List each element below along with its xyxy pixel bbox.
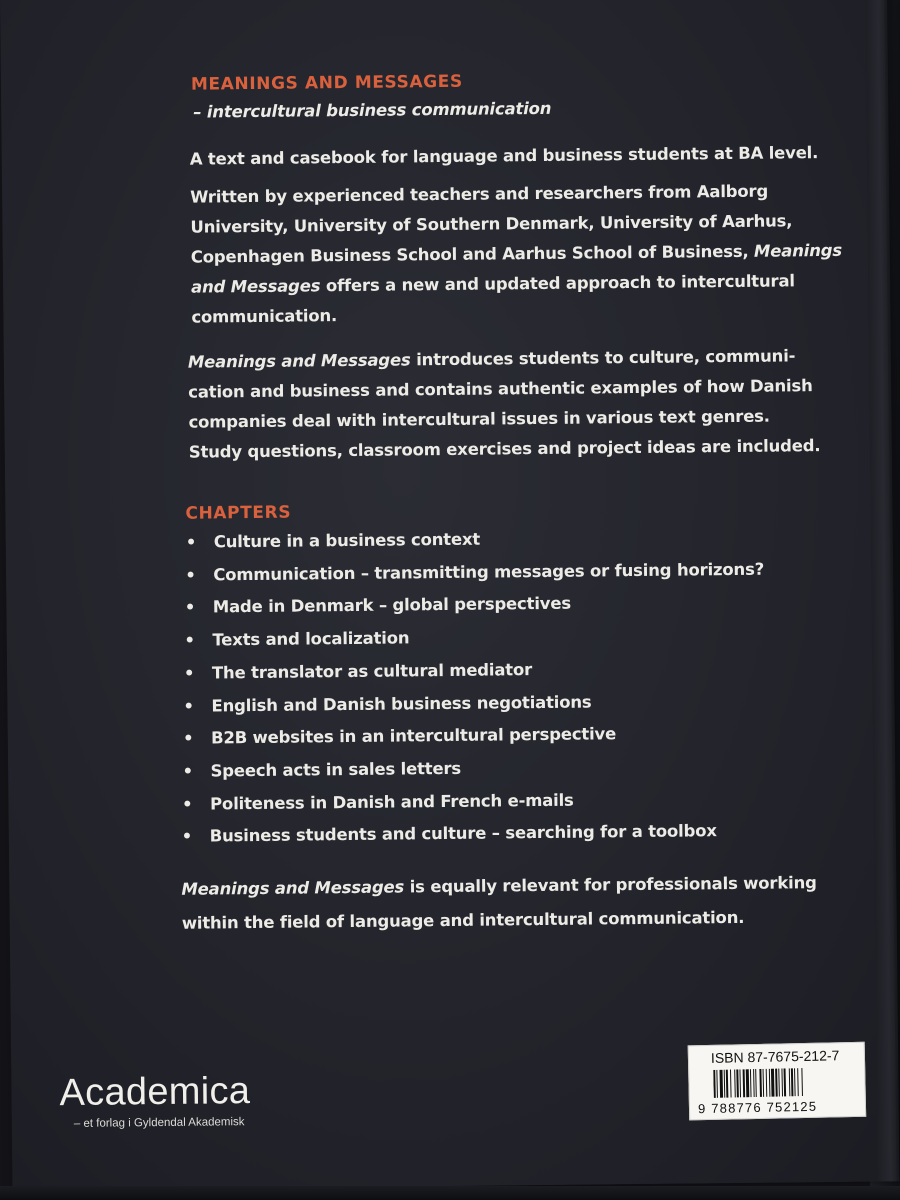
chapters-heading: CHAPTERS: [185, 502, 292, 524]
para1-line3-italic: Meanings: [753, 240, 843, 261]
closing-line1-italic: Meanings and Messages: [181, 877, 405, 899]
barcode-digits: 9 788776 752125: [697, 1098, 818, 1117]
chapter-label: Communication – transmitting messages or fusing horizons?: [213, 559, 765, 585]
chapter-item: [182, 821, 717, 846]
para1-line5: communication.: [191, 306, 338, 327]
chapter-label: Speech acts in sales letters: [210, 758, 462, 781]
para1-line1: Written by experienced teachers and researchers from Aalborg: [190, 181, 769, 207]
para2-line3: companies deal with intercultural issues in various text genres.: [188, 406, 770, 432]
book-subtitle: – intercultural business communication: [193, 98, 552, 122]
bullet-icon: •: [183, 696, 194, 716]
chapter-item: [186, 530, 480, 552]
background-bottom: [0, 1186, 900, 1200]
para2-line1-text: introduces students to culture, communi-: [410, 346, 796, 370]
bullet-icon: •: [182, 761, 194, 781]
closing-line1-text: is equally relevant for professionals working: [404, 873, 817, 897]
bullet-icon: •: [184, 598, 196, 618]
para2-line4: Study questions, classroom exercises and project ideas are included.: [188, 436, 821, 462]
chapter-label: Made in Denmark – global perspectives: [212, 594, 571, 617]
chapter-item: [184, 628, 409, 649]
isbn-text: ISBN 87-7675-212-7: [710, 1047, 840, 1066]
chapter-label: The translator as cultural mediator: [211, 659, 533, 683]
chapter-item: [182, 759, 461, 781]
para1-line2: University, University of Southern Denmark, University of Aarhus,: [190, 211, 793, 237]
bullet-icon: •: [185, 565, 196, 585]
chapter-item: [185, 594, 571, 617]
para2-line2: cation and business and contains authentic examples of how Danish: [188, 376, 813, 402]
description-paragraph-2: [188, 341, 821, 468]
para1-line4-italic: and Messages: [190, 276, 321, 297]
para2-line1-italic: Meanings and Messages: [187, 350, 411, 372]
publisher-tagline: – et forlag i Gyldendal Akademisk: [73, 1116, 245, 1130]
chapter-item: [184, 660, 532, 683]
book-title: MEANINGS AND MESSAGES: [190, 71, 463, 95]
bullet-icon: •: [184, 630, 195, 650]
chapter-label: B2B websites in an intercultural perspective: [210, 724, 617, 748]
para1-line4-text: offers a new and updated approach to intercultural: [320, 271, 795, 296]
chapter-item: [182, 790, 574, 813]
bullet-icon: •: [182, 728, 194, 748]
chapter-label: English and Danish business negotiations: [211, 691, 592, 715]
bullet-icon: •: [183, 663, 195, 683]
bullet-icon: •: [185, 532, 197, 552]
chapter-item: [183, 724, 616, 748]
chapter-label: Business students and culture – searching for a toolbox: [209, 821, 717, 846]
intro-text: A text and casebook for language and business students at BA level.: [189, 143, 819, 169]
bullet-icon: •: [181, 826, 193, 847]
chapter-item: [185, 559, 764, 584]
closing-paragraph: [181, 866, 817, 941]
publisher-logo: Academica: [59, 1070, 251, 1115]
chapter-label: Texts and localization: [212, 628, 410, 650]
para1-line3-text: Copenhagen Business School and Aarhus School of Business,: [190, 241, 755, 267]
isbn-barcode-label: [688, 1042, 867, 1121]
closing-line2: within the field of language and intercultural communication.: [181, 907, 745, 933]
chapter-item: [183, 692, 591, 715]
chapter-label: Culture in a business context: [213, 529, 481, 552]
description-paragraph-1: [190, 176, 843, 333]
chapter-label: Politeness in Danish and French e-mails: [210, 790, 574, 814]
bullet-icon: •: [182, 794, 193, 814]
barcode-icon: [713, 1067, 854, 1100]
